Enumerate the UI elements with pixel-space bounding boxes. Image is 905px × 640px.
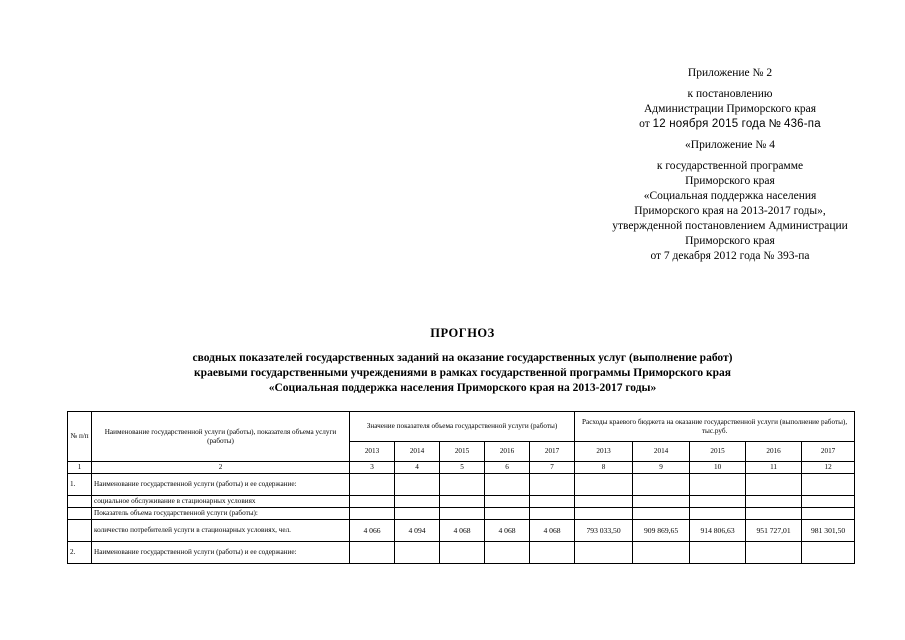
title-main: ПРОГНОЗ — [430, 326, 495, 340]
row-num — [68, 508, 92, 520]
row-name: Показатель объема государственной услуги (работы): — [92, 508, 350, 520]
volume-value-2016: 4 068 — [485, 520, 530, 542]
to-program-label: к государственной программе — [656, 160, 804, 172]
volume-year-2014: 2014 — [395, 442, 440, 462]
expense-value-2017: 981 301,50 — [802, 520, 855, 542]
index-cell: 4 — [395, 462, 440, 474]
row-num: 1. — [68, 474, 92, 496]
row-name: Наименование государственной услуги (работы) и ее содержание: — [92, 474, 350, 496]
table-row — [68, 520, 855, 542]
volume-value-2014: 4 094 — [395, 520, 440, 542]
table-row — [68, 508, 855, 520]
to-resolution-label: к постановлению — [687, 88, 773, 100]
handwritten-date: 12 ноября 2015 года — [652, 118, 766, 130]
expense-year-2017: 2017 — [802, 442, 855, 462]
region-label-2: Приморского края — [685, 235, 775, 247]
volume-value-2015: 4 068 — [440, 520, 485, 542]
index-cell: 2 — [92, 462, 350, 474]
title-line-2: краевыми государственными учреждениями в рамках государственной программы Приморского края — [194, 367, 731, 379]
index-cell: 5 — [440, 462, 485, 474]
row-num: 2. — [68, 542, 92, 564]
forecast-table — [67, 411, 855, 564]
row-name: социальное обслуживание в стационарных условиях — [92, 496, 350, 508]
index-row — [68, 462, 855, 474]
row-name: количество потребителей услуги в стационарных условиях, чел. — [92, 520, 350, 542]
table-row — [68, 474, 855, 496]
row-num — [68, 520, 92, 542]
volume-value-2013: 4 066 — [350, 520, 395, 542]
index-cell: 11 — [746, 462, 802, 474]
document-header — [560, 66, 900, 264]
index-cell: 7 — [530, 462, 575, 474]
table-row — [68, 496, 855, 508]
administration-label: Администрации Приморского края — [644, 103, 816, 115]
date-prefix: от — [639, 118, 650, 130]
title-line-1: сводных показателей государственных заданий на оказание государственных услуг (выполнение работ) — [192, 352, 733, 364]
index-cell: 6 — [485, 462, 530, 474]
approved-date-label: от 7 декабря 2012 года № 393-па — [650, 250, 810, 262]
handwritten-number: 436-па — [783, 118, 821, 130]
expense-year-2013: 2013 — [575, 442, 633, 462]
number-sign: № — [768, 118, 782, 130]
index-cell: 8 — [575, 462, 633, 474]
volume-year-2017: 2017 — [530, 442, 575, 462]
volume-year-2016: 2016 — [485, 442, 530, 462]
approved-by-label: утвержденной постановлением Администрации — [612, 220, 848, 232]
expense-value-2014: 909 869,65 — [633, 520, 690, 542]
expense-value-2016: 951 727,01 — [746, 520, 802, 542]
program-name-line-1: «Социальная поддержка населения — [643, 190, 817, 202]
appendix-2-label: Приложение № 2 — [687, 67, 773, 79]
expense-year-2015: 2015 — [690, 442, 746, 462]
index-cell: 12 — [802, 462, 855, 474]
document-title — [40, 326, 885, 396]
index-cell: 9 — [633, 462, 690, 474]
row-name: Наименование государственной услуги (работы) и ее содержание: — [92, 542, 350, 564]
region-label: Приморского края — [685, 175, 775, 187]
index-cell: 3 — [350, 462, 395, 474]
expense-value-2013: 793 033,50 — [575, 520, 633, 542]
table-row — [68, 542, 855, 564]
header-expenses: Расходы краевого бюджета на оказание государственной услуги (выполнение работы), тыс.руб. — [575, 412, 855, 442]
expense-year-2014: 2014 — [633, 442, 690, 462]
expense-year-2016: 2016 — [746, 442, 802, 462]
header-volume: Значение показателя объема государственной услуги (работы) — [350, 412, 575, 442]
header-num: № п/п — [68, 412, 92, 462]
index-cell: 10 — [690, 462, 746, 474]
resolution-date — [560, 117, 900, 132]
volume-year-2013: 2013 — [350, 442, 395, 462]
index-cell: 1 — [68, 462, 92, 474]
volume-value-2017: 4 068 — [530, 520, 575, 542]
appendix-4-label: «Приложение № 4 — [685, 139, 775, 151]
title-line-3: «Социальная поддержка населения Приморского края на 2013-2017 годы» — [268, 382, 657, 394]
volume-year-2015: 2015 — [440, 442, 485, 462]
row-num — [68, 496, 92, 508]
expense-value-2015: 914 806,63 — [690, 520, 746, 542]
program-name-line-2: Приморского края на 2013-2017 годы», — [634, 205, 826, 217]
header-name: Наименование государственной услуги (работы), показателя объема услуги (работы) — [92, 412, 350, 462]
